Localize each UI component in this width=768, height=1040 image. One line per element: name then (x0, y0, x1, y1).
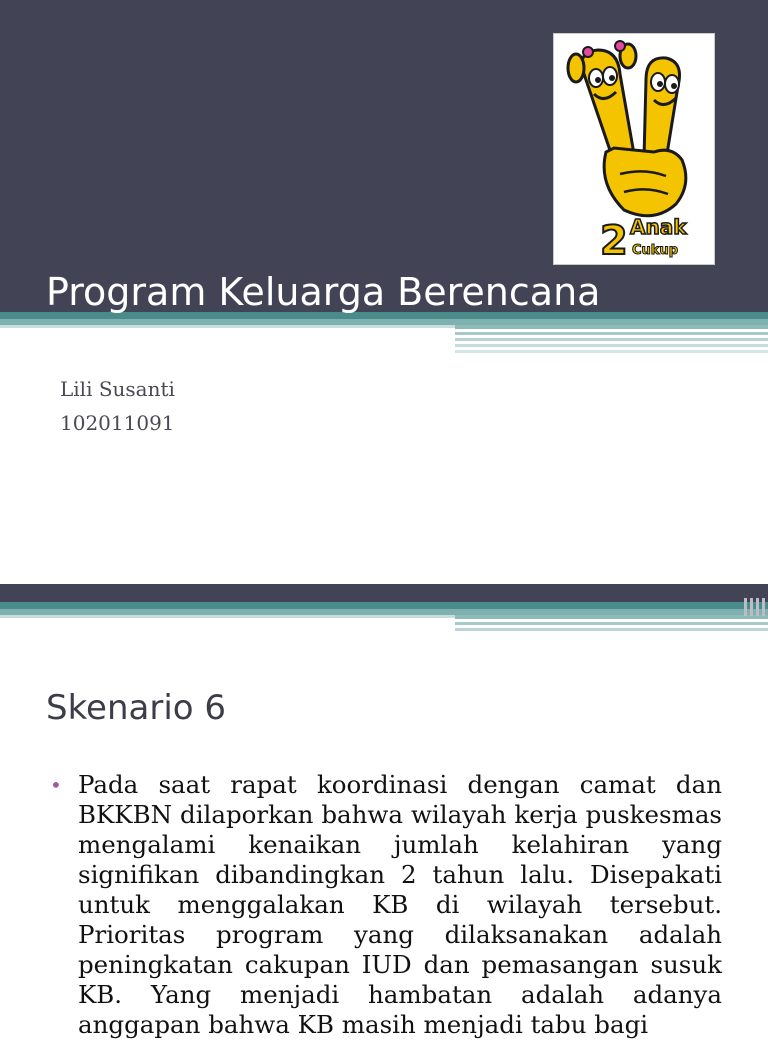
author-name: Lili Susanti (60, 377, 175, 401)
peace-hand-icon (554, 34, 714, 264)
stripe-decoration-2 (0, 598, 768, 632)
presenter-info (60, 372, 175, 440)
scenario-paragraph: Pada saat rapat koordinasi dengan camat dan BKKBN dilaporkan bahwa wilayah kerja puskesmas mengalami kenaikan jumlah kelahiran yang signifikan dibandingkan 2 tahun lalu. Disepakati untuk menggalakan KB di wilayah tersebut. Prioritas program yang dilaksanakan adalah peningkatan cakupan IUD dan pemasangan susuk KB. Yang menjadi hambatan adalah adanya anggapan bahwa KB masih menjadi tabu bagi (78, 770, 722, 1039)
scenario-text (50, 770, 722, 1040)
content-slide (0, 584, 768, 1039)
slide-heading: Skenario 6 (46, 688, 227, 728)
svg-text:Cukup: Cukup (632, 243, 679, 258)
svg-text:Anak: Anak (630, 215, 687, 239)
list-item (50, 770, 722, 1040)
presentation-title: Program Keluarga Berencana (46, 270, 601, 314)
two-children-logo (553, 33, 715, 265)
student-id: 102011091 (60, 411, 175, 435)
svg-text:2: 2 (600, 218, 628, 264)
bullet-icon: • (50, 773, 62, 797)
